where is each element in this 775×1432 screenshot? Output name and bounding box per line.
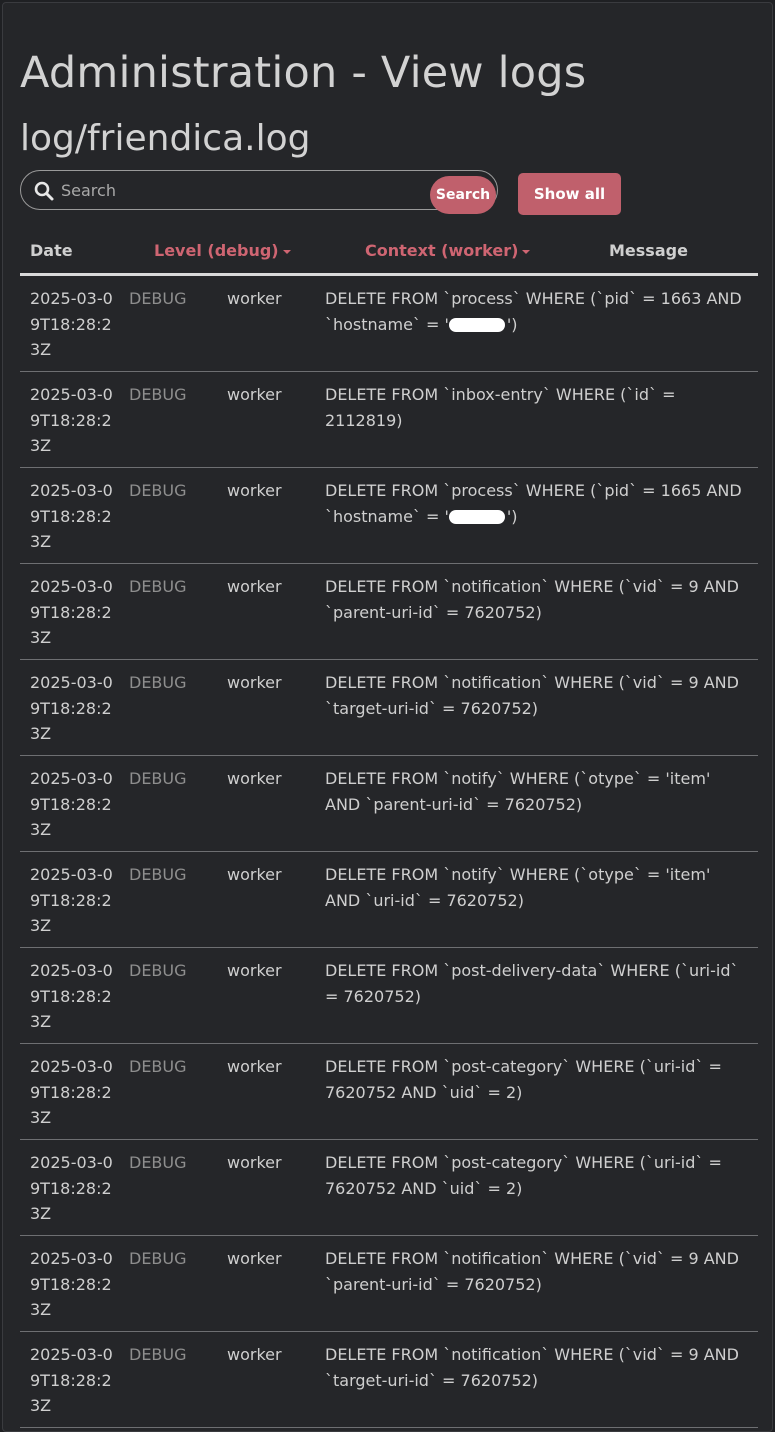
search-button[interactable]: Search [430, 176, 496, 214]
log-context: worker [227, 481, 282, 500]
log-message: DELETE FROM `post-delivery-data` WHERE (`uri-id` = 7620752) [325, 961, 739, 1006]
log-context: worker [227, 385, 282, 404]
log-message [325, 478, 750, 529]
log-message: DELETE FROM `notify` WHERE (`otype` = 'item' AND `parent-uri-id` = 7620752) [325, 769, 711, 814]
log-level: DEBUG [129, 673, 187, 692]
log-context: worker [227, 865, 282, 884]
context-filter-label: Context (worker) [365, 241, 519, 260]
redaction-mark [449, 318, 505, 332]
log-date: 2025-03-09T18:28:23Z [30, 1249, 113, 1319]
log-context: worker [227, 289, 282, 308]
log-message: DELETE FROM `notification` WHERE (`vid` = 9 AND `parent-uri-id` = 7620752) [325, 1249, 739, 1294]
log-date: 2025-03-09T18:28:23Z [30, 961, 113, 1031]
log-context: worker [227, 961, 282, 980]
log-level: DEBUG [129, 385, 187, 404]
log-level: DEBUG [129, 1249, 187, 1268]
log-date: 2025-03-09T18:28:23Z [30, 481, 113, 551]
search-input[interactable] [61, 177, 421, 203]
log-table-body [20, 276, 758, 1428]
log-date: 2025-03-09T18:28:23Z [30, 1153, 113, 1223]
log-level: DEBUG [129, 961, 187, 980]
log-level: DEBUG [129, 1057, 187, 1076]
log-context: worker [227, 673, 282, 692]
log-level: DEBUG [129, 865, 187, 884]
log-message: DELETE FROM `notification` WHERE (`vid` = 9 AND `parent-uri-id` = 7620752) [325, 577, 739, 622]
search-icon [33, 180, 55, 202]
log-level: DEBUG [129, 577, 187, 596]
log-level: DEBUG [129, 289, 187, 308]
context-filter-dropdown[interactable] [365, 241, 530, 260]
log-level: DEBUG [129, 481, 187, 500]
log-context: worker [227, 1345, 282, 1364]
log-row[interactable] [20, 564, 758, 660]
log-date: 2025-03-09T18:28:23Z [30, 1057, 113, 1127]
log-level: DEBUG [129, 769, 187, 788]
caret-down-icon [283, 250, 291, 254]
level-filter-label: Level (debug) [154, 241, 279, 260]
log-date: 2025-03-09T18:28:23Z [30, 385, 113, 455]
log-context: worker [227, 769, 282, 788]
log-message: DELETE FROM `post-category` WHERE (`uri-id` = 7620752 AND `uid` = 2) [325, 1057, 722, 1102]
level-filter-dropdown[interactable] [154, 241, 291, 260]
page-title: Administration - View logs [20, 48, 587, 98]
column-header-date: Date [30, 241, 73, 260]
log-row[interactable] [20, 948, 758, 1044]
log-level: DEBUG [129, 1345, 187, 1364]
log-date: 2025-03-09T18:28:23Z [30, 865, 113, 935]
log-row[interactable] [20, 1140, 758, 1236]
caret-down-icon [522, 250, 530, 254]
log-row[interactable] [20, 1236, 758, 1332]
log-row[interactable] [20, 276, 758, 372]
log-message-text: DELETE FROM `process` WHERE (`pid` = 1665 AND `hostname` = ' [325, 481, 742, 526]
log-row[interactable] [20, 468, 758, 564]
log-context: worker [227, 577, 282, 596]
log-row[interactable] [20, 1332, 758, 1428]
search-box [20, 170, 498, 210]
log-level: DEBUG [129, 1153, 187, 1172]
log-message-text: ') [506, 506, 518, 526]
log-message: DELETE FROM `notify` WHERE (`otype` = 'item' AND `uri-id` = 7620752) [325, 865, 711, 910]
log-row[interactable] [20, 756, 758, 852]
show-all-button[interactable]: Show all [518, 173, 621, 215]
log-message: DELETE FROM `notification` WHERE (`vid` = 9 AND `target-uri-id` = 7620752) [325, 1345, 739, 1390]
log-message: DELETE FROM `inbox-entry` WHERE (`id` = 2112819) [325, 385, 676, 430]
log-context: worker [227, 1057, 282, 1076]
log-context: worker [227, 1249, 282, 1268]
log-date: 2025-03-09T18:28:23Z [30, 1345, 113, 1415]
log-message: DELETE FROM `post-category` WHERE (`uri-id` = 7620752 AND `uid` = 2) [325, 1153, 722, 1198]
log-message-text: ') [506, 314, 518, 334]
column-header-message: Message [609, 241, 688, 260]
log-message-text: DELETE FROM `process` WHERE (`pid` = 1663 AND `hostname` = ' [325, 289, 742, 334]
log-message: DELETE FROM `notification` WHERE (`vid` = 9 AND `target-uri-id` = 7620752) [325, 673, 739, 718]
log-row[interactable] [20, 852, 758, 948]
log-date: 2025-03-09T18:28:23Z [30, 769, 113, 839]
log-context: worker [227, 1153, 282, 1172]
log-row[interactable] [20, 660, 758, 756]
log-table-header [20, 233, 758, 276]
log-row[interactable] [20, 372, 758, 468]
log-panel [2, 2, 773, 1432]
log-message [325, 286, 750, 337]
log-row[interactable] [20, 1044, 758, 1140]
log-date: 2025-03-09T18:28:23Z [30, 289, 113, 359]
log-file-title: log/friendica.log [20, 118, 311, 159]
redaction-mark [449, 510, 505, 524]
log-date: 2025-03-09T18:28:23Z [30, 673, 113, 743]
log-date: 2025-03-09T18:28:23Z [30, 577, 113, 647]
